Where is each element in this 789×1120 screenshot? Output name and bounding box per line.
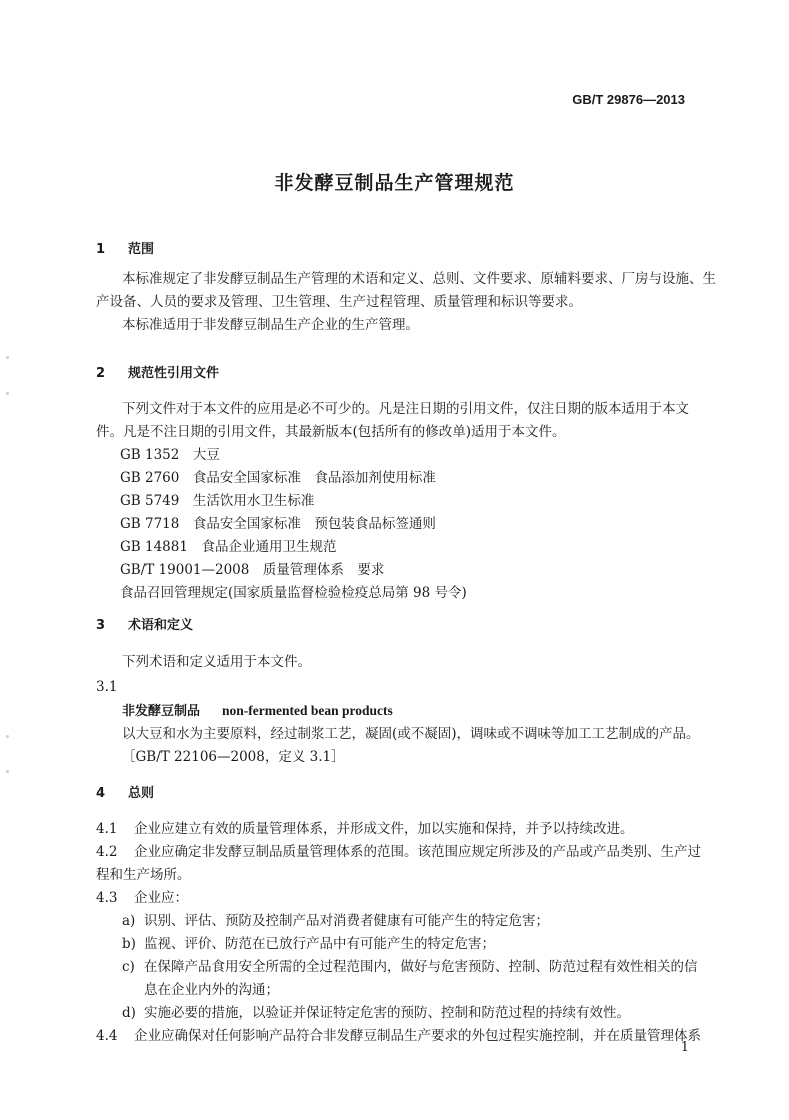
clause-number: 4.4	[96, 1028, 118, 1044]
clause-number: 4.3	[96, 890, 118, 906]
list-item: b) 监视、评价、防范在已放行产品中有可能产生的特定危害；	[96, 933, 696, 956]
section-3-heading	[96, 614, 193, 633]
section-title: 范围	[128, 242, 155, 257]
clause-4-4	[96, 1025, 701, 1048]
clause-text: 企业应确定非发酵豆制品质量管理体系的范围。该范围应规定所涉及的产品或产品类别、生产过	[134, 844, 701, 860]
list-marker: b)	[122, 936, 136, 952]
list-item-continuation: 息在企业内外的沟通；	[144, 982, 279, 998]
term-english: non-fermented bean products	[222, 703, 393, 718]
paragraph-line: 件。凡是不注日期的引用文件，其最新版本(包括所有的修改单)适用于本文件。	[96, 424, 566, 440]
paragraph-line: 下列文件对于本文件的应用是必不可少的。凡是注日期的引用文件，仅注日期的版本适用于本文	[122, 401, 689, 417]
clause-text: 企业应建立有效的质量管理体系，并形成文件，加以实施和保持，并予以持续改进。	[134, 821, 634, 837]
term-chinese: 非发酵豆制品	[122, 704, 201, 719]
paragraph-line: 下列术语和定义适用于本文件。	[122, 654, 311, 670]
section-number: 3	[96, 618, 106, 633]
reference-item: GB 7718 食品安全国家标准 预包装食品标签通则	[120, 516, 436, 532]
term-number: 3.1	[96, 679, 118, 695]
paragraph-line: 程和生产场所。	[96, 867, 191, 883]
list-item: d) 实施必要的措施，以验证并保证特定危害的预防、控制和防范过程的持续有效性。	[96, 1002, 696, 1025]
reference-item: GB 5749 生活饮用水卫生标准	[120, 493, 315, 509]
clause-4-3	[96, 887, 696, 910]
section-number: 4	[96, 786, 106, 801]
document-title: 非发酵豆制品生产管理规范	[274, 172, 515, 194]
paragraph-line: 产设备、人员的要求及管理、卫生管理、生产过程管理、质量管理和标识等要求。	[96, 294, 582, 310]
paragraph-line: 本标准规定了非发酵豆制品生产管理的术语和定义、总则、文件要求、原辅料要求、厂房与设施、生	[122, 271, 716, 287]
page-number: 1	[680, 1040, 689, 1055]
paragraph-line: 本标准适用于非发酵豆制品生产企业的生产管理。	[122, 317, 419, 333]
term-source: ［GB/T 22106—2008，定义 3.1］	[122, 749, 345, 765]
standard-number: GB/T 29876—2013	[572, 92, 685, 107]
section-title: 术语和定义	[128, 618, 194, 633]
section-2-intro	[96, 398, 696, 444]
scan-speck	[6, 770, 9, 773]
section-1-heading	[96, 238, 154, 257]
scan-speck	[6, 735, 9, 738]
section-1-body	[96, 268, 716, 337]
clause-4-2	[96, 841, 701, 864]
list-item: c) 在保障产品食用安全所需的全过程范围内，做好与危害预防、控制、防范过程有效性相关的信	[96, 956, 696, 979]
section-number: 2	[96, 366, 106, 381]
reference-item: GB 14881 食品企业通用卫生规范	[120, 539, 337, 555]
reference-item: GB 2760 食品安全国家标准 食品添加剂使用标准	[120, 470, 436, 486]
clause-text: 企业应：	[134, 890, 188, 906]
scan-speck	[6, 392, 9, 395]
clause-number: 4.2	[96, 844, 118, 860]
section-3-body	[96, 651, 700, 769]
reference-item: GB/T 19001—2008 质量管理体系 要求	[120, 562, 385, 578]
section-4-heading	[96, 782, 154, 801]
scan-speck	[6, 356, 9, 359]
reference-item: GB 1352 大豆	[120, 447, 220, 463]
clause-4-1	[96, 818, 696, 841]
section-2-heading	[96, 362, 219, 381]
section-title: 规范性引用文件	[128, 366, 220, 381]
section-4-body	[96, 818, 701, 1048]
section-title: 总则	[128, 786, 155, 801]
clause-number: 4.1	[96, 821, 118, 837]
list-marker: a)	[122, 913, 136, 929]
clause-text: 企业应确保对任何影响产品符合非发酵豆制品生产要求的外包过程实施控制，并在质量管理体系	[134, 1028, 701, 1044]
section-number: 1	[96, 242, 106, 257]
term-definition: 以大豆和水为主要原料，经过制浆工艺，凝固(或不凝固)，调味或不调味等加工工艺制成的产品。	[122, 726, 700, 742]
reference-item: 食品召回管理规定(国家质量监督检验检疫总局第 98 号令)	[120, 585, 467, 601]
list-marker: d)	[122, 1005, 136, 1021]
list-item: a) 识别、评估、预防及控制产品对消费者健康有可能产生的特定危害；	[96, 910, 696, 933]
normative-references-list	[96, 444, 696, 605]
list-marker: c)	[122, 959, 135, 975]
